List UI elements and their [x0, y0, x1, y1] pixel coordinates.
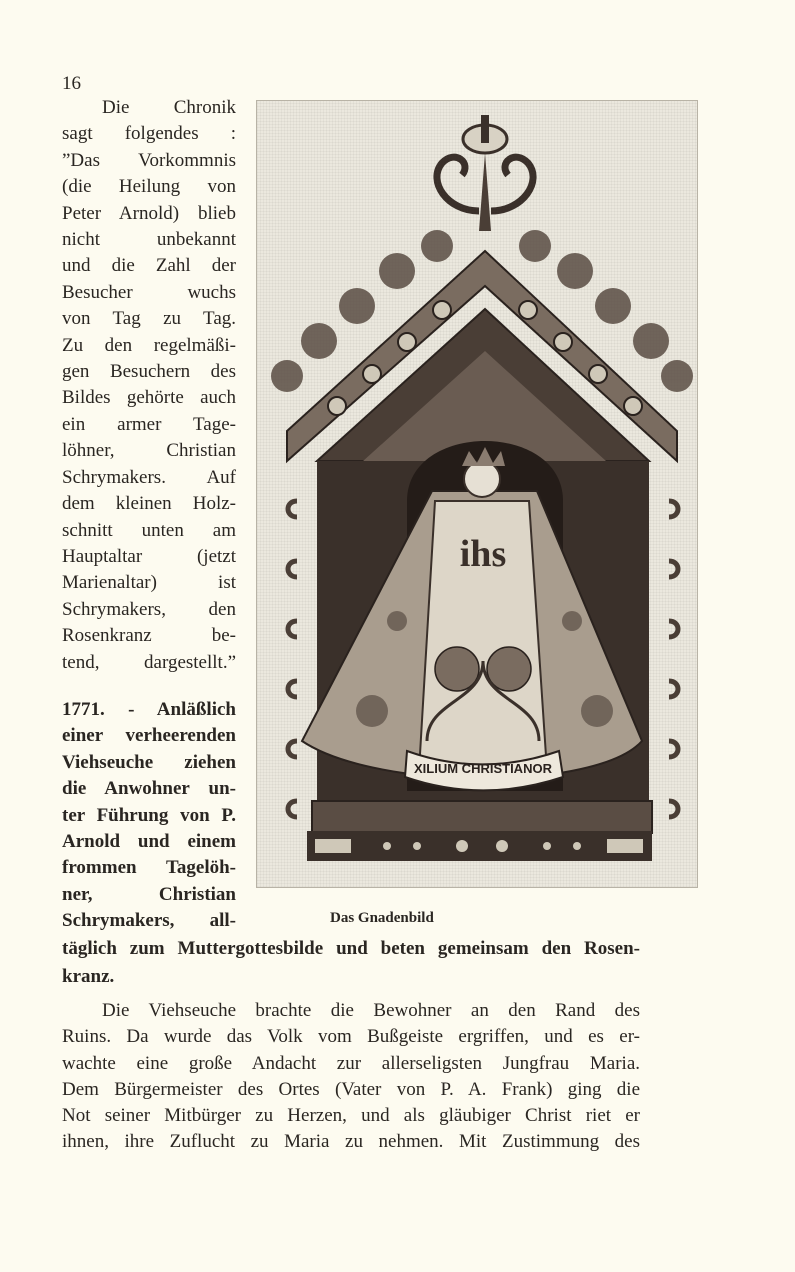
- hem-inscription: XILIUM CHRISTIANOR: [414, 761, 552, 776]
- text-line: Rosenkranz be-: [62, 625, 236, 647]
- text-line: Not seiner Mitbürger zu Herzen, und als gläubiger Christ riet er: [62, 1105, 640, 1127]
- figure-caption: Das Gnadenbild: [330, 910, 434, 926]
- text-line: Schrymakers, den: [62, 598, 236, 620]
- text-line: einer verheerenden: [62, 725, 236, 747]
- text-line: ”Das Vorkommnis: [62, 149, 236, 171]
- text-line: dem kleinen Holz-: [62, 493, 236, 515]
- text-line: Schrymakers. Auf: [62, 466, 236, 488]
- text-line: Besucher wuchs: [62, 281, 236, 303]
- text-line: wachte eine große Andacht zur allerseligsten Jungfrau Maria.: [62, 1052, 640, 1074]
- text-line: Die Chronik: [102, 97, 236, 118]
- year-1771-entry-continued: [62, 935, 640, 991]
- text-line: Schrymakers, all-: [62, 910, 236, 932]
- text-line: Marienaltar) ist: [62, 572, 236, 594]
- text-line: Dem Bürgermeister des Ortes (Vater von P. A. Frank) ging die: [62, 1078, 640, 1100]
- chronicle-quote: [62, 95, 236, 676]
- ihs-monogram: ihs: [459, 533, 507, 575]
- text-line: und die Zahl der: [62, 255, 236, 277]
- text-line: kranz.: [62, 966, 115, 987]
- text-line: Arnold und einem: [62, 831, 236, 853]
- text-line: Viehseuche ziehen: [62, 751, 236, 773]
- year-1771-entry: [62, 697, 236, 935]
- text-line: Zu den regelmäßi-: [62, 334, 236, 356]
- body-paragraph: [62, 998, 640, 1156]
- text-line: die Anwohner un-: [62, 778, 236, 800]
- text-line: ihnen, ihre Zuflucht zu Maria zu nehmen. Mit Zustimmung des: [62, 1131, 640, 1153]
- text-line: (die Heilung von: [62, 176, 236, 198]
- text-line: von Tag zu Tag.: [62, 308, 236, 330]
- text-line: sagt folgendes :: [62, 123, 236, 145]
- text-line: tend, dargestellt.”: [62, 651, 236, 673]
- text-line: ner, Christian: [62, 883, 236, 905]
- text-line: ter Führung von P.: [62, 804, 236, 826]
- text-line: Ruins. Da wurde das Volk vom Bußgeiste ergriffen, und es er-: [62, 1026, 640, 1048]
- page-number: 16: [62, 73, 81, 94]
- text-line: schnitt unten am: [62, 519, 236, 541]
- text-line: Hauptaltar (jetzt: [62, 545, 236, 567]
- text-line: frommen Tagelöh-: [62, 857, 236, 879]
- text-line: Bildes gehörte auch: [62, 387, 236, 409]
- text-line: nicht unbekannt: [62, 229, 236, 251]
- chronicle-quote-column: [62, 95, 236, 676]
- madonna-shrine-illustration: [257, 101, 697, 887]
- text-line: Peter Arnold) blieb: [62, 202, 236, 224]
- gnadenbild-photo: [256, 100, 698, 888]
- text-line: löhner, Christian: [62, 440, 236, 462]
- text-line: gen Besuchern des: [62, 361, 236, 383]
- text-line: 1771. - Anläßlich: [62, 699, 236, 720]
- text-line: Die Viehseuche brachte die Bewohner an den Rand des: [102, 1000, 640, 1021]
- text-line: ein armer Tage-: [62, 413, 236, 435]
- text-line: täglich zum Muttergottesbilde und beten gemeinsam den Rosen-: [62, 938, 640, 959]
